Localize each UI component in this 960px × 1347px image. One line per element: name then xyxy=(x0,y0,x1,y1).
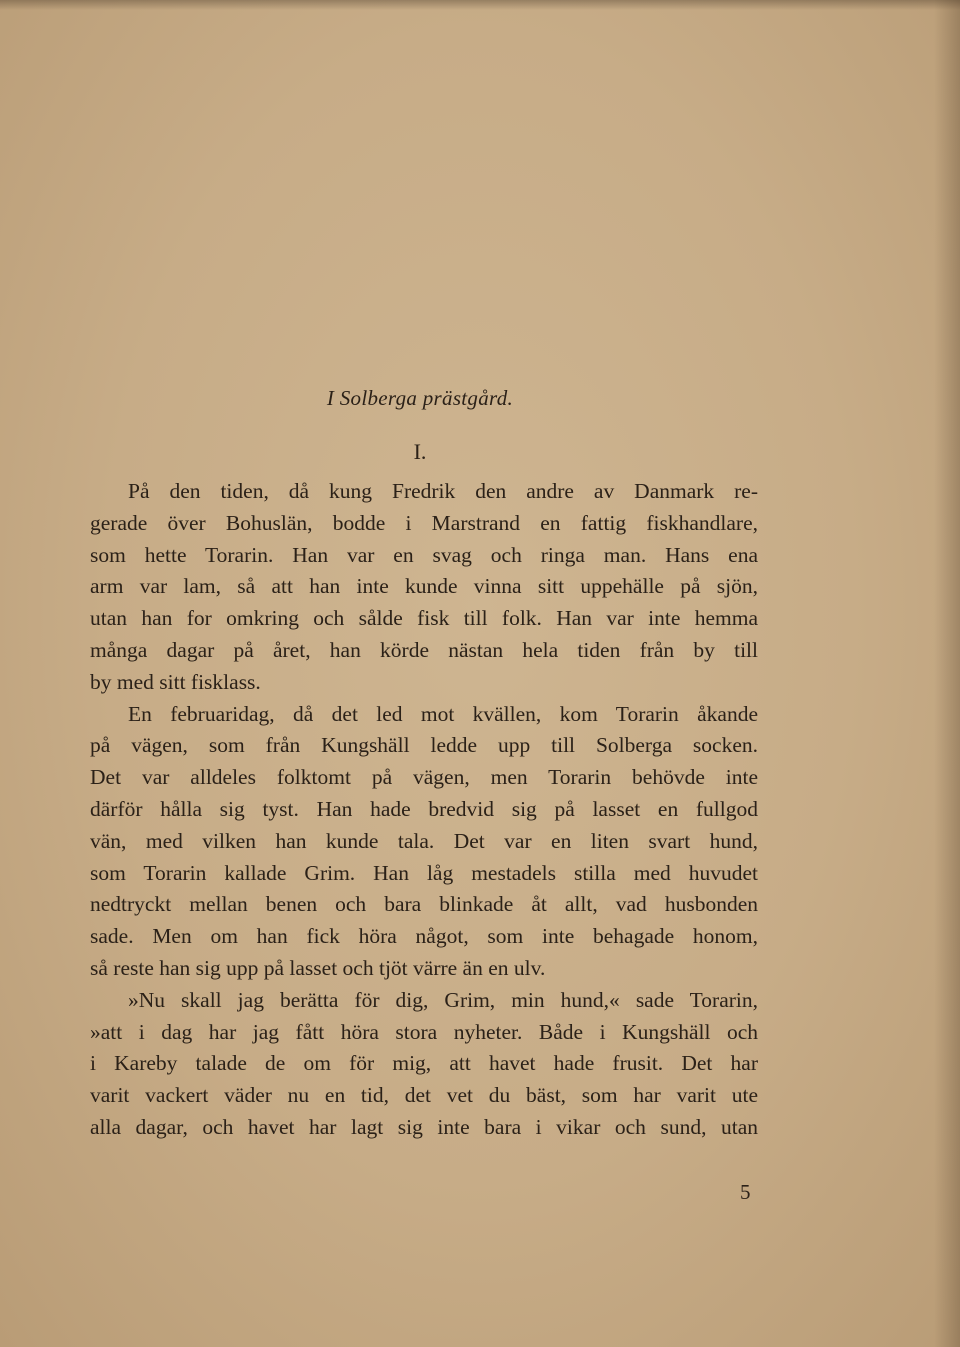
text-line: så reste han sig upp på lasset och tjöt värre än en ulv. xyxy=(90,955,546,980)
text-line: vän, med vilken han kunde tala. Det var en liten svart hund, xyxy=(90,828,758,853)
text-line: alla dagar, och havet har lagt sig inte bara i vikar och sund, utan xyxy=(90,1114,758,1139)
text-line: därför hålla sig tyst. Han hade bredvid sig på lasset en fullgod xyxy=(90,796,758,821)
text-line: »att i dag har jag fått höra stora nyheter. Både i Kungshäll och xyxy=(90,1019,758,1044)
page-number: 5 xyxy=(740,1180,751,1204)
text-line: by med sitt fisklass. xyxy=(90,669,261,694)
text-line: nedtryckt mellan benen och bara blinkade åt allt, vad husbonden xyxy=(90,892,758,917)
body-text xyxy=(90,476,758,1144)
text-line: utan han for omkring och sålde fisk till folk. Han var inte hemma xyxy=(90,606,758,631)
text-line: På den tiden, då kung Fredrik den andre av Danmark re- xyxy=(128,479,758,503)
text-line: »Nu skall jag berätta för dig, Grim, min hund,« sade Torarin, xyxy=(128,987,758,1012)
text-line: många dagar på året, han körde nästan hela tiden från by till xyxy=(90,637,758,662)
text-line: som hette Torarin. Han var en svag och ringa man. Hans ena xyxy=(90,542,758,567)
text-line: Det var alldeles folktomt på vägen, men Torarin behövde inte xyxy=(90,765,758,790)
text-line: i Kareby talade de om för mig, att havet hade frusit. Det har xyxy=(90,1051,758,1076)
chapter-title: I Solberga prästgård. xyxy=(326,386,514,410)
section-number: I. xyxy=(413,439,427,464)
text-line: gerade över Bohuslän, bodde i Marstrand en fattig fiskhandlare, xyxy=(90,510,758,535)
text-line: varit vackert väder nu en tid, det vet du bäst, som har varit ute xyxy=(90,1083,758,1108)
text-line: som Torarin kallade Grim. Han låg mestadels stilla med huvudet xyxy=(90,860,758,885)
text-line: En februaridag, då det led mot kvällen, kom Torarin åkande xyxy=(128,701,758,726)
text-line: på vägen, som från Kungshäll ledde upp till Solberga socken. xyxy=(90,733,758,758)
text-line: arm var lam, så att han inte kunde vinna sitt uppehälle på sjön, xyxy=(90,574,758,599)
page-top-edge xyxy=(0,0,960,10)
text-line: sade. Men om han fick höra något, som inte behagade honom, xyxy=(90,924,758,949)
page-edge-shadow xyxy=(934,0,960,1347)
